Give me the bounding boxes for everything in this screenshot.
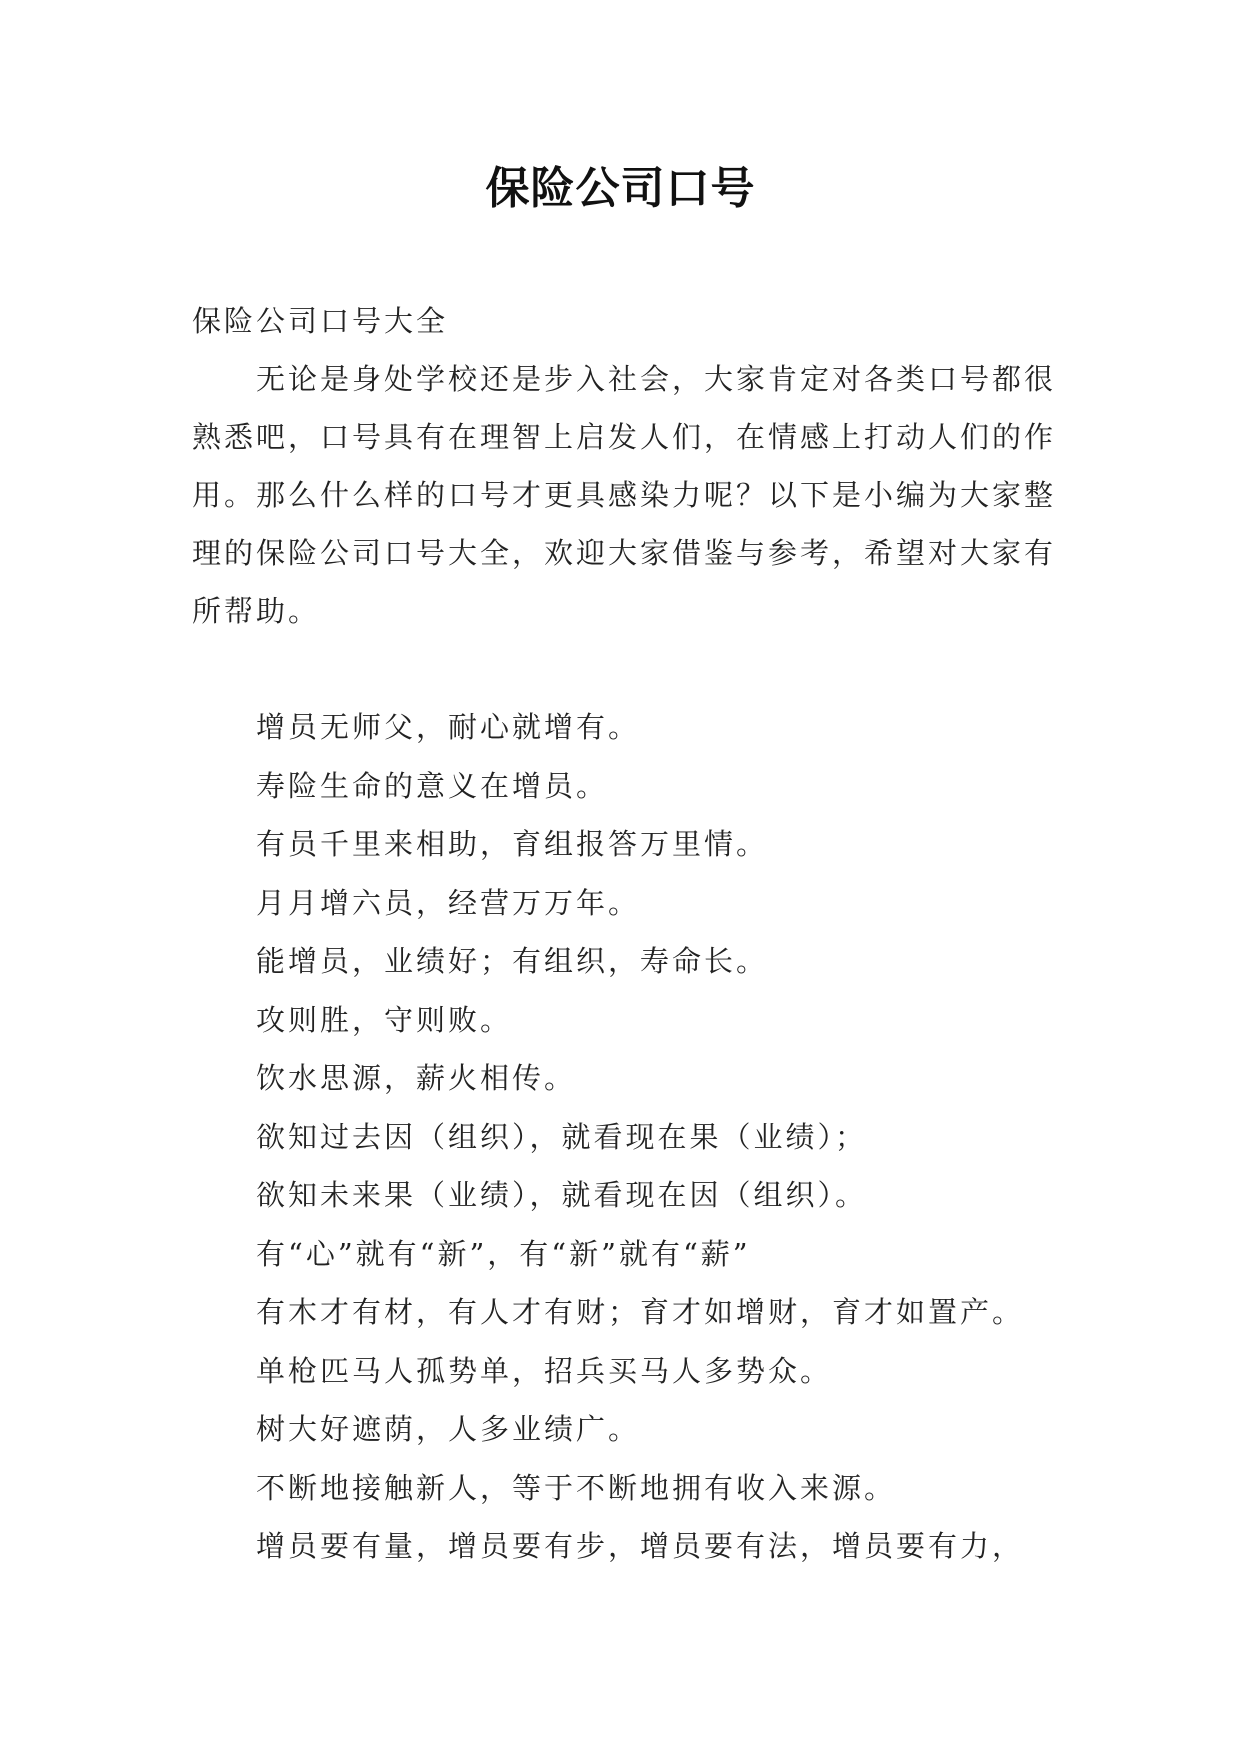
document-body <box>192 292 1072 1576</box>
slogan-line: 单枪匹马人孤势单，招兵买马人多势众。 <box>256 1353 833 1388</box>
slogan-line: 有木才有材，有人才有财；育才如增财，育才如置产。 <box>256 1295 1025 1329</box>
section-subtitle: 保险公司口号大全 <box>192 304 449 338</box>
slogan-line: 有“心”就有“新”，有“新”就有“薪” <box>256 1236 751 1271</box>
slogan-line: 饮水思源，薪火相传。 <box>256 1061 577 1095</box>
slogan-line: 树大好遮荫，人多业绩广。 <box>256 1412 641 1446</box>
slogan-line: 不断地接触新人，等于不断地拥有收入来源。 <box>256 1470 897 1505</box>
intro-paragraph: 无论是身处学校还是步入社会，大家肯定对各类口号都很熟悉吧，口号具有在理智上启发人们，在情感上打动人们的作用。那么什么样的口号才更具感染力呢？以下是小编为大家整理的保险公司口号大全，欢迎大家借鉴与参考，希望对大家有所帮助。 <box>192 362 1057 628</box>
slogan-line: 欲知过去因（组织），就看现在果（业绩）； <box>256 1119 868 1154</box>
document-title: 保险公司口号 <box>485 163 756 214</box>
slogan-line: 能增员，业绩好；有组织，寿命长。 <box>256 944 769 978</box>
slogan-line: 有员千里来相助，育组报答万里情。 <box>256 827 769 861</box>
slogan-line: 欲知未来果（业绩），就看现在因（组织）。 <box>256 1178 868 1212</box>
slogan-line: 攻则胜，守则败。 <box>256 1002 513 1037</box>
slogan-list <box>192 698 1072 1576</box>
slogan-line: 寿险生命的意义在增员。 <box>256 768 609 803</box>
slogan-line: 月月增六员，经营万万年。 <box>256 885 641 920</box>
slogan-line: 增员要有量，增员要有步，增员要有法，增员要有力， <box>256 1529 1025 1563</box>
slogan-line: 增员无师父，耐心就增有。 <box>256 710 641 744</box>
